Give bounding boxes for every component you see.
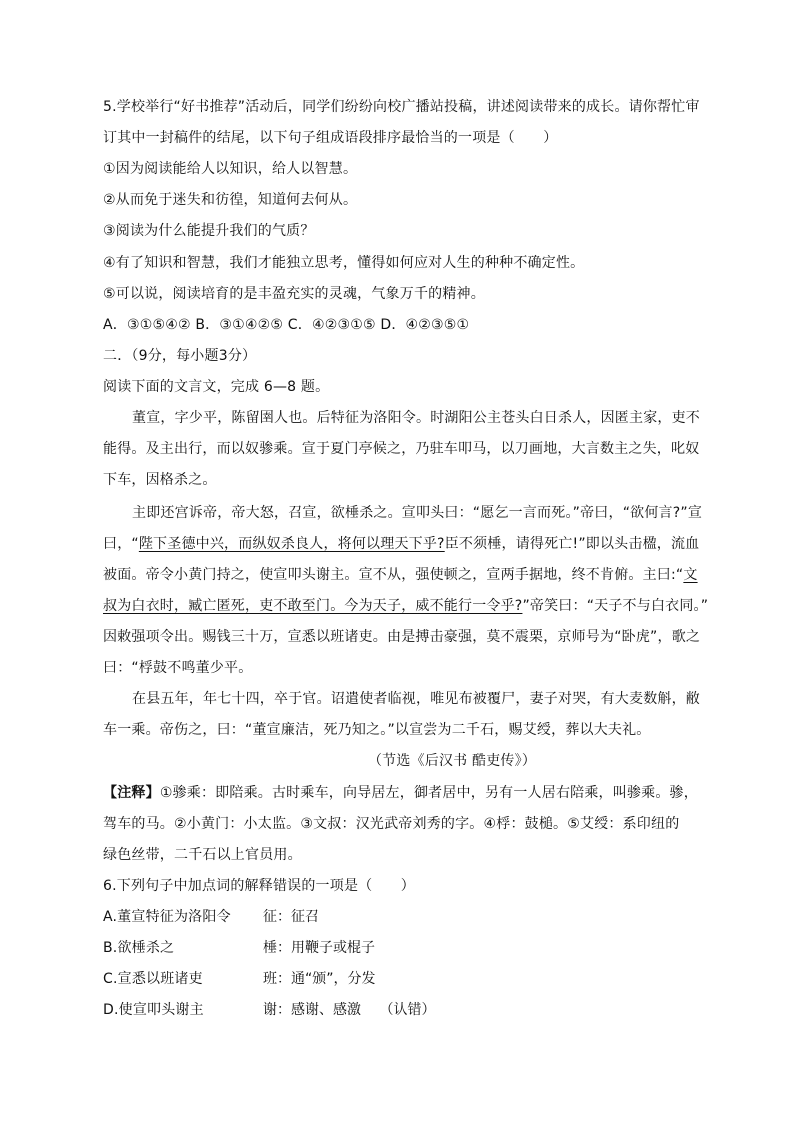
q5-sentence-4: ④有了知识和智慧，我们才能独立思考，懂得如何应对人生的种种不确定性。	[103, 255, 585, 271]
q5-sentence-2: ②从而免于迷失和彷徨，知道何去何从。	[103, 192, 358, 208]
notes-label: 【注释】	[103, 785, 160, 801]
notes-line3: 绿色丝带，二千石以上官员用。	[103, 847, 302, 863]
q5-options: A．③①⑤④② B．③①④②⑤ C．④②③①⑤ D．④②③⑤①	[103, 317, 470, 333]
q6-stem: 6.下列句子中加点词的解释错误的一项是（ ）	[103, 878, 415, 894]
section2-instruction: 阅读下面的文言文，完成 6—8 题。	[103, 379, 330, 395]
passage-p2-line4-b: ”帝笑曰：“天子不与白衣同。”	[522, 598, 709, 614]
q5-sentence-1: ①因为阅读能给人以知识，给人以智慧。	[103, 161, 358, 177]
passage-p2-line2-b: 臣不须棰，请得死亡!”即以头击楹，流血	[444, 536, 700, 552]
q6-option-b-left: B.欲棰杀之	[103, 940, 175, 956]
passage-p2-line6: 曰：“桴鼓不鸣董少平。	[103, 660, 253, 676]
section2-heading: 二．（9分，每小题3分）	[103, 348, 257, 364]
passage-p1-line2: 能得。及主出行，而以奴骖乘。宣于夏门亭候之，乃驻车叩马，以刀画地，大言数主之失，叱奴	[103, 441, 700, 457]
passage-p1-line1: 董宣，字少平，陈留圉人也。后特征为洛阳令。时湖阳公主苍头白日杀人，因匿主家，吏不	[132, 410, 700, 426]
passage-p2-line2-a: 曰，“	[103, 536, 139, 552]
q5-sentence-3: ③阅读为什么能提升我们的气质？	[103, 223, 315, 239]
passage-p2-line2	[103, 534, 699, 554]
q6-option-c-left: C.宣悉以班诸吏	[103, 971, 203, 987]
underlined-sentence-1: 陛下圣德中兴，而纵奴杀良人，将何以理天下乎?	[138, 536, 445, 552]
notes-line1	[103, 783, 698, 803]
underlined-sentence-2-start: 文	[683, 567, 698, 583]
q6-option-c-right: 班：通“颁”，分发	[263, 971, 376, 987]
q6-option-a-right: 征：征召	[263, 909, 319, 925]
passage-p3-line1: 在县五年，年七十四，卒于官。诏遣使者临视，唯见布被覆尸，妻子对哭，有大麦数斛，敝	[132, 691, 700, 707]
notes-line1-text: ①骖乘：即陪乘。古时乘车，向导居左，御者居中，另有一人居右陪乘，叫骖乘。骖，	[159, 785, 698, 801]
q6-option-b-right: 棰：用鞭子或棍子	[263, 940, 375, 956]
passage-p1-line3: 下车，因格杀之。	[103, 472, 217, 488]
q5-stem-line2: 订其中一封稿件的结尾，以下句子组成语段排序最恰当的一项是（ ）	[103, 130, 558, 146]
q5-stem-line1: 5.学校举行“好书推荐”活动后，同学们纷纷向校广播站投稿，讲述阅读带来的成长。请你帮忙审	[103, 99, 700, 115]
passage-p2-line3	[103, 565, 698, 585]
q5-sentence-5: ⑤可以说，阅读培育的是丰盈充实的灵魂，气象万千的精神。	[103, 286, 485, 302]
passage-source: （节选《后汉书 酷吏传》）	[367, 753, 537, 769]
passage-p3-line2: 车一乘。帝伤之，曰：“董宣廉洁，死乃知之。”以宣尝为二千石，赐艾绶，葬以大夫礼。	[103, 722, 651, 738]
q6-option-d-right: 谢：感谢、感激 （认错）	[263, 1002, 436, 1018]
q6-option-a-left: A.董宣特征为洛阳令	[103, 909, 231, 925]
passage-p2-line4	[103, 596, 708, 616]
notes-line2: 驾车的马。②小黄门：小太监。③文叔：汉光武帝刘秀的字。④桴：鼓槌。⑤艾绶：系印纽的	[103, 816, 680, 832]
q6-option-d-left: D.使宣叩头谢主	[103, 1002, 204, 1018]
passage-p2-line5: 因敕强项令出。赐钱三十万，宣悉以班诸吏。由是搏击豪强，莫不震栗，京师号为“卧虎”，歌之	[103, 629, 701, 645]
passage-p2-line3-text: 被面。帝令小黄门持之，使宣叩头谢主。宣不从，强使顿之，宣两手据地，终不肯俯。主曰:“	[103, 567, 684, 583]
passage-p2-line1: 主即还宫诉帝，帝大怒，召宣，欲棰杀之。宣叩头曰：“愿乞一言而死。”帝曰，“欲何言?”宣	[132, 505, 703, 521]
underlined-sentence-2: 叔为白衣时，臧亡匿死，吏不敢至门。今为天子，威不能行一令乎?	[103, 598, 523, 614]
